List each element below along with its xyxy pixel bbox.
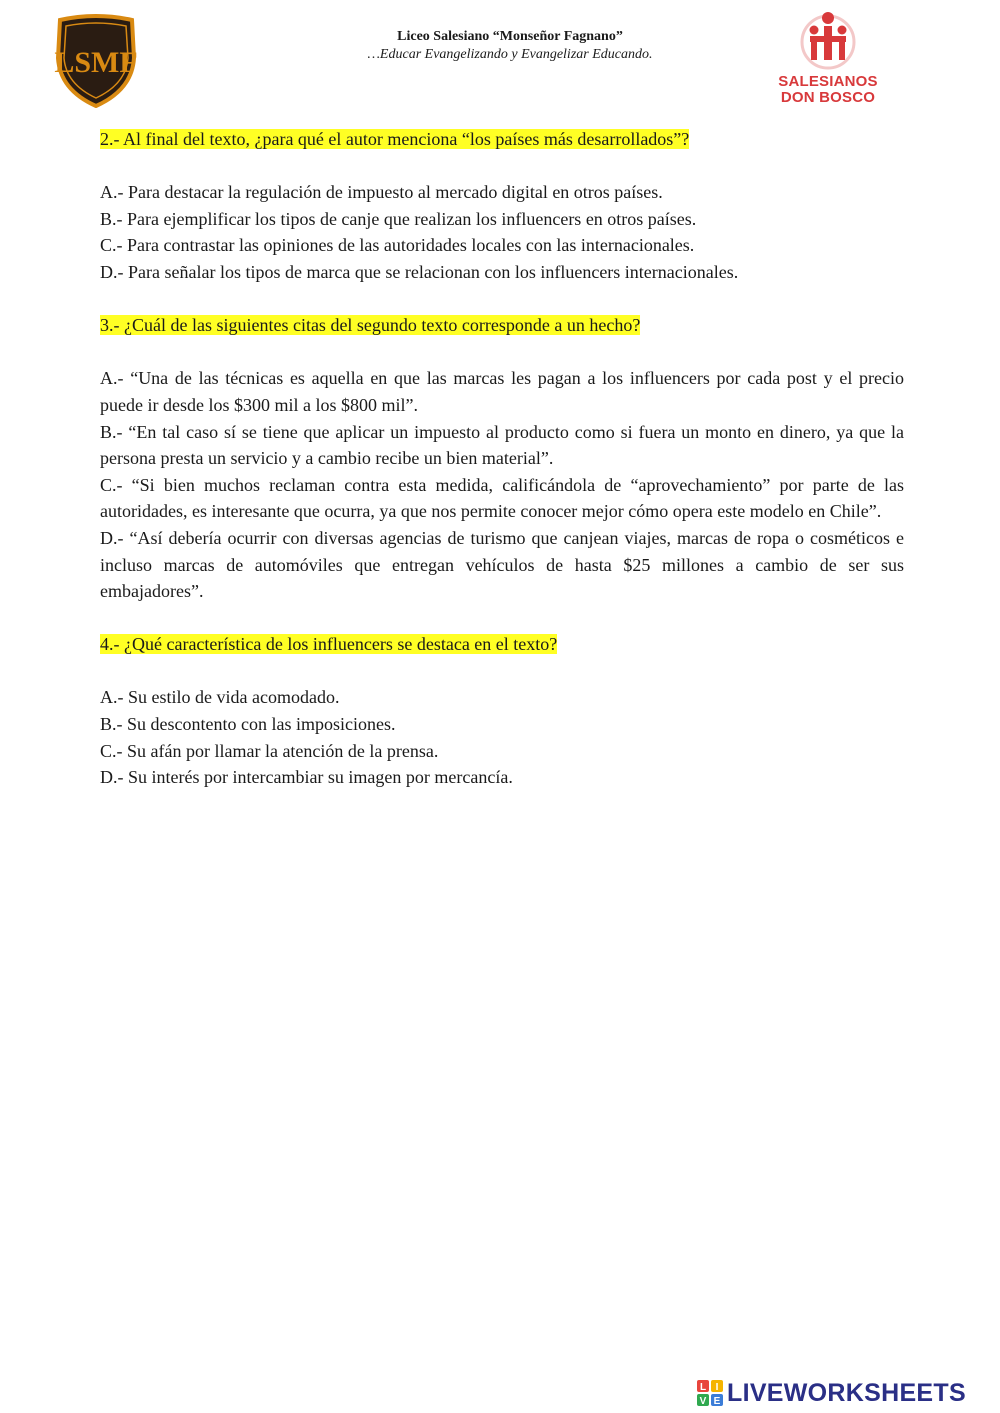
page-header [300,28,720,64]
salesianos-figures-icon [796,8,860,74]
salesianos-logo [772,8,884,120]
svg-text:L: L [699,1382,707,1393]
answer-options [100,684,904,790]
answer-option[interactable]: A.- Su estilo de vida acomodado. [100,687,340,708]
answer-option[interactable]: D.- Para señalar los tipos de marca que se relacionan con los influencers internacionales. [100,261,739,282]
answer-option[interactable]: C.- “Si bien muchos reclaman contra esta medida, calificándola de “aprovechamiento” por parte de las autoridades, es interesante que ocurra, ya que nos permite conocer mejor cómo opera este modelo en Chile”. [100,474,904,522]
liveworksheets-mark-icon [697,1380,723,1406]
question-3 [100,312,904,605]
answer-option[interactable]: C.- Para contrastar las opiniones de las autoridades locales con las internacionales. [100,235,695,256]
salesianos-line2: DON BOSCO [780,89,876,106]
worksheet-content [100,126,904,791]
question-prompt: 3.- ¿Cuál de las siguientes citas del segundo texto corresponde a un hecho? [100,315,641,336]
answer-option[interactable]: A.- Para destacar la regulación de impuesto al mercado digital en otros países. [100,182,663,203]
svg-text:I: I [715,1382,719,1393]
salesianos-line1: SALESIANOS [778,73,878,90]
liveworksheets-brand: LIVEWORKSHEETS [727,1378,966,1407]
question-4 [100,631,904,791]
answer-option[interactable]: B.- Para ejemplificar los tipos de canje que realizan los influencers en otros países. [100,208,697,229]
liveworksheets-logo[interactable] [697,1378,966,1408]
answer-options [100,365,904,604]
answer-option[interactable]: B.- “En tal caso sí se tiene que aplicar un impuesto al producto como si fuera un monto en dinero, ya que la persona presta un servicio y a cambio recibe un bien material”. [100,421,904,469]
svg-text:E: E [713,1396,721,1406]
question-2 [100,126,904,286]
answer-option[interactable]: C.- Su afán por llamar la atención de la prensa. [100,740,439,761]
answer-option[interactable]: A.- “Una de las técnicas es aquella en que las marcas les pagan a los influencers por cada post y el precio puede ir desde los $300 mil a los $800 mil”. [100,368,904,415]
answer-option[interactable]: D.- “Así debería ocurrir con diversas agencias de turismo que canjean viajes, marcas de ropa o cosméticos e incluso marcas de automóviles que entregan vehículos de hasta $25 millones a cambio de ser sus embajadores”. [100,527,904,602]
school-motto: …Educar Evangelizando y Evangelizar Educando. [367,47,653,62]
svg-text:V: V [699,1396,707,1406]
school-name: Liceo Salesiano “Monseñor Fagnano” [397,29,623,44]
shield-monogram: LSMF [54,46,138,79]
question-prompt: 4.- ¿Qué característica de los influencers se destaca en el texto? [100,634,558,655]
answer-option[interactable]: B.- Su descontento con las imposiciones. [100,714,396,735]
question-prompt: 2.- Al final del texto, ¿para qué el autor menciona “los países más desarrollados”? [100,129,690,149]
school-shield-logo [54,14,138,108]
answer-options [100,179,904,285]
answer-option[interactable]: D.- Su interés por intercambiar su imagen por mercancía. [100,767,513,788]
